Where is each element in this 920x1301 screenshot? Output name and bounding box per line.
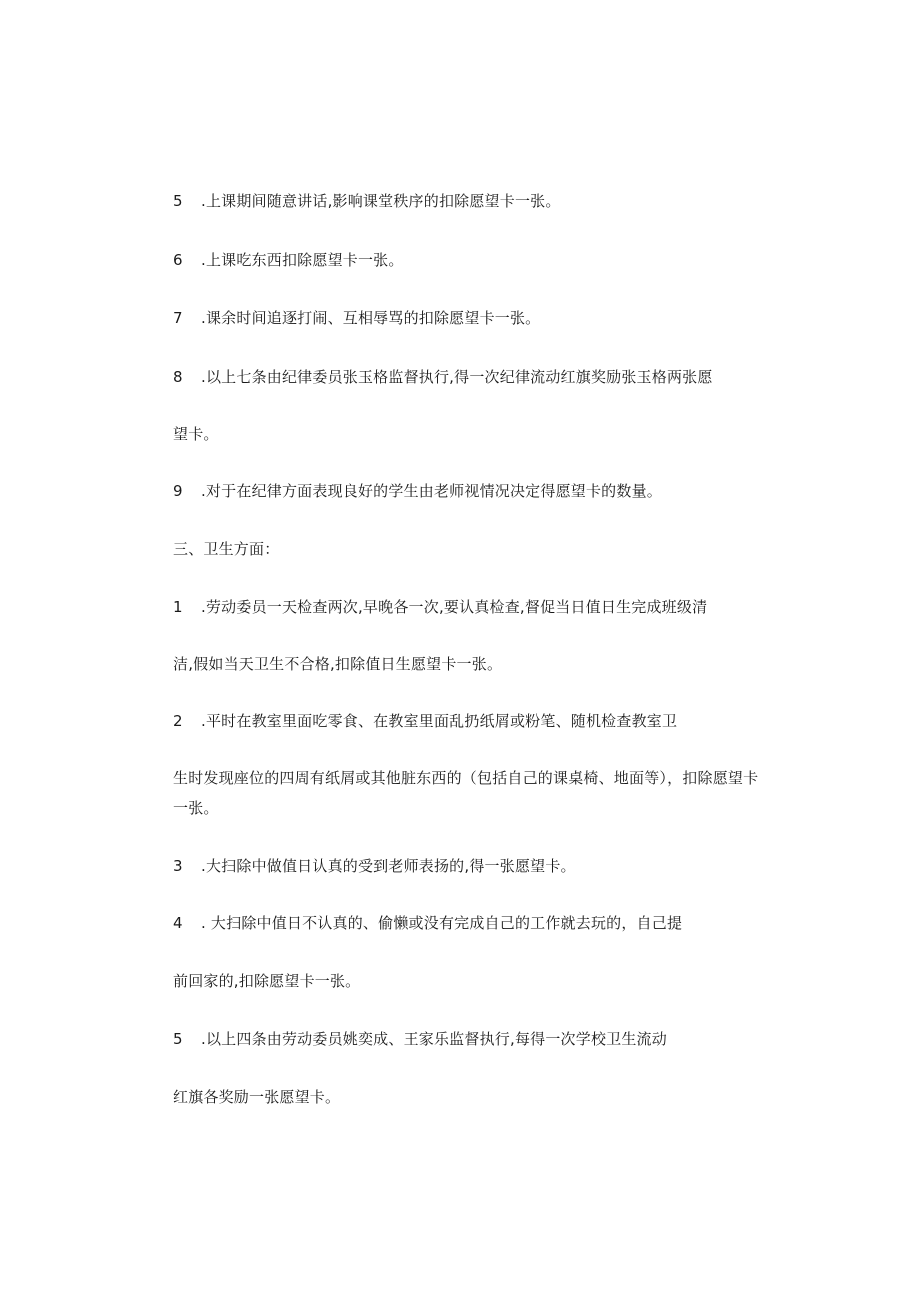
item-number: 1: [173, 598, 183, 616]
hygiene-item-4-continued: [173, 971, 360, 991]
item-text: .上课期间随意讲话,影响课堂秩序的扣除愿望卡一张。: [201, 192, 561, 210]
section-title: 三、卫生方面：: [173, 540, 280, 558]
item-text: 生时发现座位的四周有纸屑或其他脏东西的（包括自己的课桌椅、地面等），扣除愿望卡一张。: [173, 769, 759, 817]
item-text: .课余时间追逐打闹、互相辱骂的扣除愿望卡一张。: [201, 309, 541, 327]
item-text: 望卡。: [173, 425, 219, 443]
item-number: 3: [173, 857, 183, 875]
item-text: . 大扫除中值日不认真的、偷懒或没有完成自己的工作就去玩的，自己提: [201, 914, 683, 932]
hygiene-item-1-continued: [173, 654, 502, 674]
item-number: 4: [173, 914, 183, 932]
item-text: 洁,假如当天卫生不合格,扣除值日生愿望卡一张。: [173, 655, 503, 673]
rule-item-6: [173, 250, 404, 270]
hygiene-item-5-continued: [173, 1087, 340, 1107]
item-text: 前回家的,扣除愿望卡一张。: [173, 972, 361, 990]
hygiene-item-3: [173, 856, 576, 876]
hygiene-item-2-continued: [173, 763, 773, 823]
hygiene-item-2: [173, 711, 677, 731]
rule-item-9: [173, 481, 662, 501]
section-heading-hygiene: [173, 539, 279, 559]
item-number: 8: [173, 368, 183, 386]
item-text: .大扫除中做值日认真的受到老师表扬的,得一张愿望卡。: [201, 857, 576, 875]
item-number: 5: [173, 192, 183, 210]
item-number: 6: [173, 251, 183, 269]
item-text: .平时在教室里面吃零食、在教室里面乱扔纸屑或粉笔、随机检查教室卫: [201, 712, 678, 730]
item-text: .上课吃东西扣除愿望卡一张。: [201, 251, 404, 269]
item-number: 7: [173, 309, 183, 327]
rule-item-7: [173, 308, 540, 328]
item-number: 9: [173, 482, 183, 500]
item-text: .劳动委员一天检查两次,早晚各一次,要认真检查,督促当日值日生完成班级清: [201, 598, 708, 616]
rule-item-8: [173, 367, 713, 387]
item-text: 红旗各奖励一张愿望卡。: [173, 1088, 341, 1106]
hygiene-item-4: [173, 913, 682, 933]
hygiene-item-1: [173, 597, 707, 617]
item-number: 5: [173, 1030, 183, 1048]
item-number: 2: [173, 712, 183, 730]
item-text: .对于在纪律方面表现良好的学生由老师视情况决定得愿望卡的数量。: [201, 482, 662, 500]
item-text: .以上四条由劳动委员姚奕成、王家乐监督执行,每得一次学校卫生流动: [201, 1030, 667, 1048]
hygiene-item-5: [173, 1029, 667, 1049]
rule-item-5: [173, 191, 561, 211]
rule-item-8-continued: [173, 424, 219, 444]
item-text: .以上七条由纪律委员张玉格监督执行,得一次纪律流动红旗奖励张玉格两张愿: [201, 368, 713, 386]
